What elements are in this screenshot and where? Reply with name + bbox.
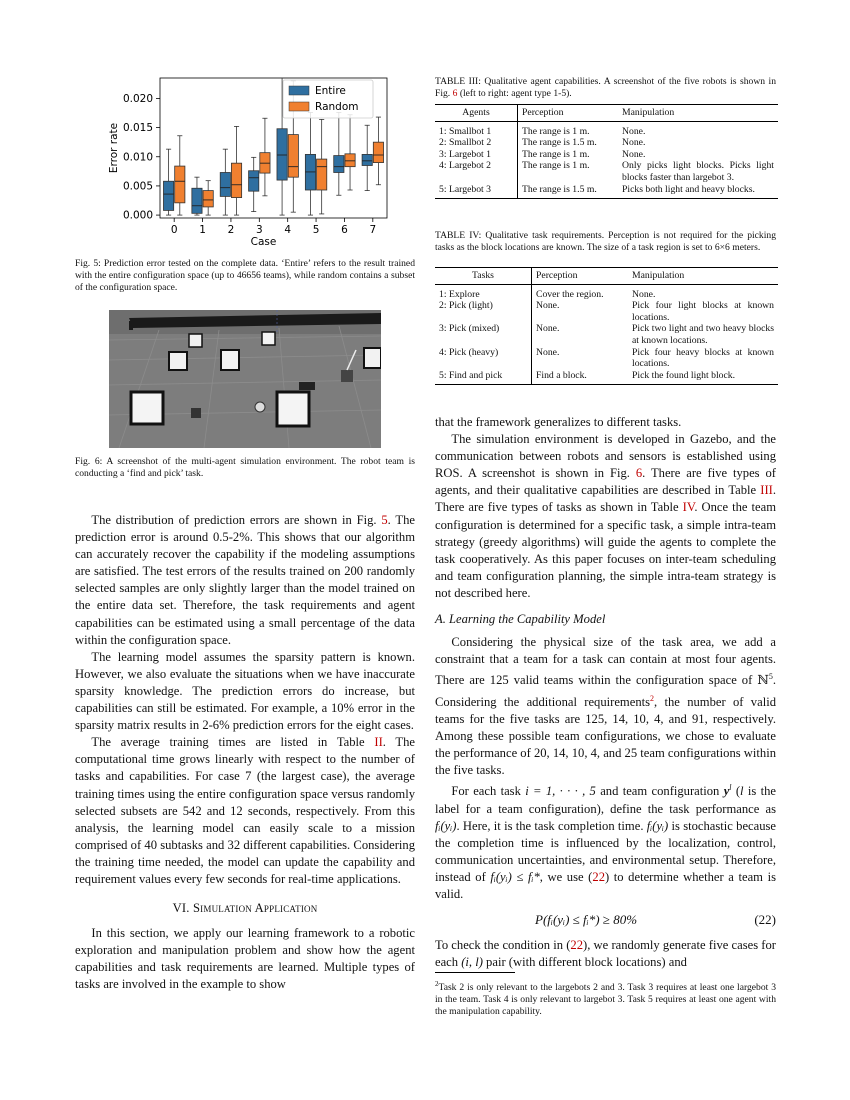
robot <box>299 382 315 390</box>
block-cube <box>364 348 381 368</box>
figure-5-chart <box>95 72 395 252</box>
footnote-rule <box>435 972 515 973</box>
table-row: 4: Largebot 2 The range is 1 m. Only picks light blocks. Picks light blocks faster than largebot 3. <box>435 160 778 183</box>
x-tick-label: 4 <box>284 224 292 236</box>
box-random-case-1 <box>203 181 213 215</box>
paragraph: In this section, we apply our learning framework to a robotic exploration and manipulation problem and show how the agent capabilities and task requirements are learned. Multiple types of tasks are involved in the example to show <box>75 926 415 992</box>
paragraph: The distribution of prediction errors are shown in Fig. 5. The prediction error is around 0.5-2%. This shows that our algorithm can accurately recover the capability if the modeling assumptions are satisfied. The test errors of the results trained on 200 randomly selected samples are only slightly larger than the model trained on the entire data set. Therefore, the task requirements and agent capabilities can be estimated using a small percentage of the data within the configuration space. <box>75 513 415 647</box>
x-tick-label: 5 <box>312 224 320 236</box>
box <box>288 135 298 178</box>
box-random-case-2 <box>231 126 241 215</box>
box <box>345 154 355 167</box>
box-entire-case-5 <box>305 112 315 215</box>
simulation-screenshot <box>109 310 381 448</box>
block-cube <box>262 332 275 345</box>
box-random-case-7 <box>373 117 383 185</box>
box-random-case-3 <box>260 118 270 196</box>
y-tick-label: 0.005 <box>122 180 153 193</box>
table-row: 4: Pick (heavy) None. Pick four heavy blocks at known locations. <box>435 347 778 370</box>
robot <box>191 408 201 418</box>
table-row: 2: Smallbot 2 The range is 1.5 m. None. <box>435 137 778 149</box>
left-column-text <box>75 512 415 994</box>
figure-link[interactable]: 6 <box>635 466 643 481</box>
table-row: 1: Smallbot 1 The range is 1 m. None. <box>435 121 778 137</box>
block-cube <box>189 334 202 347</box>
table-link[interactable]: III <box>760 483 773 498</box>
y-tick-label: 0.015 <box>122 122 153 135</box>
equation-22: P(fᵢ(yᵢ) ≤ fᵢ*) ≥ 80% (22) <box>535 912 776 928</box>
box <box>277 129 287 180</box>
x-tick-label: 6 <box>341 224 348 236</box>
legend-swatch <box>289 86 309 95</box>
paragraph: To check the condition in (22), we randomly generate five cases for each (i, l) pair (with different block locations) and <box>435 938 776 970</box>
footnote-link[interactable]: 2 <box>650 693 655 703</box>
box-entire-case-7 <box>362 125 372 190</box>
box-entire-case-6 <box>334 112 344 195</box>
x-axis-label: Case <box>250 236 277 248</box>
box-random-case-0 <box>175 136 185 215</box>
x-tick-label: 2 <box>227 224 235 236</box>
column-header: Perception <box>518 105 619 122</box>
x-tick-label: 0 <box>170 224 178 236</box>
box <box>334 156 344 173</box>
column-header: Agents <box>435 105 518 122</box>
column-header: Manipulation <box>628 268 778 285</box>
table-4-caption: TABLE IV: Qualitative task requirements. Perception is not required for the picking tasks as the block locations are known. The size of a task region is set to 6×6 meters. <box>435 230 776 254</box>
box-entire-case-3 <box>249 157 259 211</box>
table-row: 2: Pick (light) None. Pick four light blocks at known locations. <box>435 300 778 323</box>
section-heading: VI. Simulation Application <box>172 901 318 916</box>
box <box>317 159 327 190</box>
footnote: $^2$Task 2 is only relevant to the largebots 2 and 3. Task 3 requires at least one largebot 3 in the team. Task 4 is only relevant to largebot 3. Task 5 requires at least one agent with the manipulation capability. <box>435 980 776 1018</box>
box-random-case-6 <box>345 115 355 190</box>
y-axis-label: Error rate <box>108 122 120 174</box>
table-row: 3: Pick (mixed) None. Pick two light and two heavy blocks at known locations. <box>435 323 778 346</box>
table-link[interactable]: IV <box>682 500 695 515</box>
figure-link[interactable]: 5 <box>381 513 388 527</box>
paragraph: The learning model assumes the sparsity pattern is known. However, we also evaluate the situations when we have inaccurate sparsity knowledge. The prediction errors do increase, but capabilities can still be estimated. For example, a 10% error in the sparsity matrix results in 2-6% prediction errors for the eight cases. <box>75 649 415 733</box>
right-column-text <box>435 414 776 971</box>
table-row: 3: Largebot 1 The range is 1 m. None. <box>435 149 778 161</box>
box-entire-case-2 <box>220 149 230 215</box>
paragraph: The average training times are listed in Table II. The computational time grows linearly with respect to the number of tasks and capabilities. For case 7 (the largest case), the average training times using the entire configuration space versus randomly selected subsets are 542 and 12 seconds, respectively. From this analysis, the learning model can easily scale to a mission comprised of 40 subtasks and 32 different capabilities. Considering the training time needed, the model can update the capability and requirement values every few seconds for real-time applications. <box>75 735 416 886</box>
table-row: 5: Find and pick Find a block. Pick the found light block. <box>435 370 778 385</box>
paragraph: that the framework generalizes to different tasks. <box>435 415 682 429</box>
box <box>231 163 241 197</box>
box <box>249 171 259 191</box>
figure-6-caption: Fig. 6: A screenshot of the multi-agent simulation environment. The robot team is conducting a ‘find and pick’ task. <box>75 456 415 480</box>
block-cube <box>169 352 187 370</box>
x-tick-label: 1 <box>199 224 206 236</box>
table-row: 1: Explore Cover the region. None. <box>435 284 778 300</box>
equation-link[interactable]: 22 <box>592 869 605 884</box>
legend-label: Entire <box>315 85 346 97</box>
box-entire-case-1 <box>192 177 202 215</box>
block-cube <box>131 392 163 424</box>
y-tick-label: 0.010 <box>122 151 153 164</box>
paragraph: Considering the physical size of the task area, we add a constraint that a team for a task can contain at most four agents. There are 125 valid teams within the configuration space of ℕ$^5$. Considering the additional requirements$^2$, the number of valid teams for the five tasks are 125, 14, 10, 4, and 91, respectively. Among these possible team configurations, we chose to evaluate the performance of 20, 14, 10, 4, and 25 team configurations within the five tasks. <box>435 635 776 778</box>
column-header: Manipulation <box>618 105 778 122</box>
block-cube <box>221 350 239 370</box>
box <box>373 142 383 162</box>
table-link[interactable]: II <box>374 735 383 750</box>
figure-link[interactable]: 6 <box>452 88 458 100</box>
y-tick-label: 0.000 <box>122 209 153 222</box>
table-4 <box>435 267 778 385</box>
box <box>163 181 173 210</box>
subsection-heading: A. Learning the Capability Model <box>435 612 606 627</box>
column-header: Perception <box>532 268 629 285</box>
box <box>362 154 372 165</box>
figure-5-caption: Fig. 5: Prediction error tested on the complete data. ‘Entire’ refers to the result trained with the entire configuration space (up to 46656 teams), while random contains a subset of the configuration space. <box>75 258 415 294</box>
box <box>220 173 230 197</box>
table-3 <box>435 104 778 199</box>
box <box>192 188 202 213</box>
equation-link[interactable]: 22 <box>570 938 584 953</box>
box <box>203 191 213 207</box>
x-tick-label: 7 <box>369 224 377 236</box>
table-row: 5: Largebot 3 The range is 1.5 m. Picks both light and heavy blocks. <box>435 184 778 199</box>
legend-swatch <box>289 102 309 111</box>
legend-label: Random <box>315 101 359 113</box>
column-header: Tasks <box>435 268 532 285</box>
box-random-case-5 <box>317 119 327 214</box>
box <box>175 166 185 203</box>
x-tick-label: 3 <box>255 224 263 236</box>
robot <box>255 402 265 412</box>
table-3-caption: TABLE III: Qualitative agent capabilities. A screenshot of the five robots is shown in Fig. 6 (left to right: agent type 1-5). <box>435 76 776 100</box>
y-tick-label: 0.020 <box>122 92 153 105</box>
paragraph: The simulation environment is developed in Gazebo, and the communication between robots and sensors is established using ROS. A screenshot is shown in Fig. 6. There are five types of agents, and their qualitative capabilities are described in Table III. There are five types of tasks as shown in Table IV. Once the team configuration is determined for a specific task, a simple intra-team strategy (greedy algorithms) will guide the agents to complete the task cooperatively. As this paper focuses on inter-team scheduling and team configuration planning, the simple intra-team strategy is not described here. <box>435 432 777 600</box>
box-entire-case-0 <box>163 149 173 215</box>
paragraph: For each task i = 1, · · · , 5 and team configuration $y^l$ (l is the label for a team configuration), define the task performance as fᵢ(yᵢ). Here, it is the task completion time. fᵢ(yᵢ) is stochastic because the completion time is influenced by the localization, control, communication uncertainties, and environmental setup. Therefore, instead of fᵢ(yᵢ) ≤ fᵢ*, we use (22) to determine whether a team is valid. <box>435 783 776 901</box>
block-cube <box>277 392 309 426</box>
